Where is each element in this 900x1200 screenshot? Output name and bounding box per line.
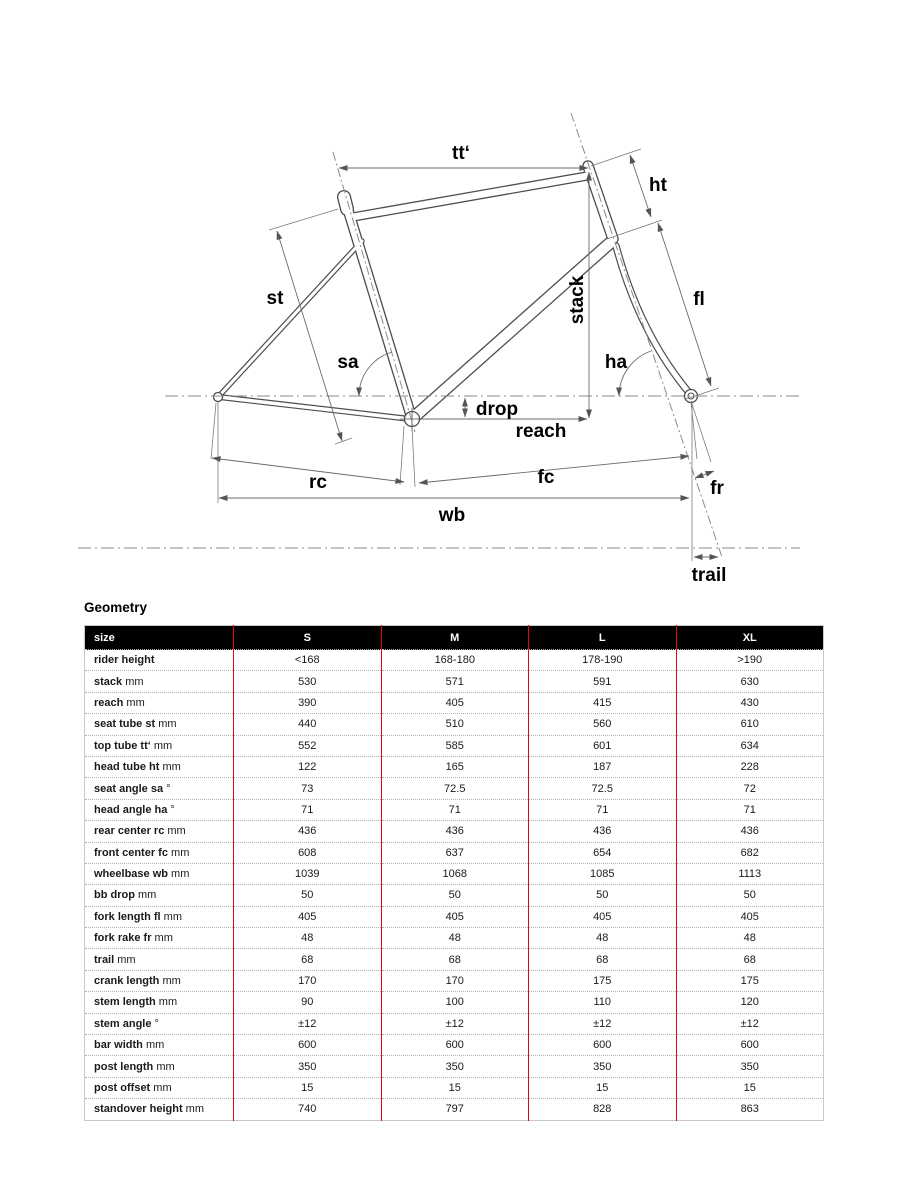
cell: 797 [381, 1099, 529, 1120]
table-row [85, 650, 824, 671]
row-label-name: trail [94, 953, 115, 966]
cell: 168-180 [381, 650, 529, 671]
cell: 71 [676, 799, 824, 820]
row-label-name: head angle ha [94, 803, 168, 816]
cell: 405 [234, 906, 382, 927]
cell: 175 [529, 970, 677, 991]
table-row [85, 756, 824, 777]
cell: 436 [381, 821, 529, 842]
cell: 560 [529, 714, 677, 735]
cell: >190 [676, 650, 824, 671]
label-tt: tt‘ [452, 143, 470, 164]
cell: 68 [381, 949, 529, 970]
cell: 68 [529, 949, 677, 970]
col-header-M: M [381, 626, 529, 650]
cell: 48 [381, 928, 529, 949]
row-label [85, 949, 234, 970]
cell: 50 [234, 885, 382, 906]
table-row [85, 928, 824, 949]
cell: 350 [381, 1056, 529, 1077]
row-label-unit: mm [160, 910, 182, 923]
row-label-name: stem length [94, 996, 156, 1009]
label-sa: sa [337, 352, 359, 373]
row-label [85, 1056, 234, 1077]
cell: 165 [381, 756, 529, 777]
cell: 71 [529, 799, 677, 820]
label-reach: reach [515, 421, 567, 442]
cell: 600 [234, 1035, 382, 1056]
table-row [85, 1013, 824, 1034]
row-label-name: seat angle sa [94, 782, 164, 795]
row-label-name: post length [94, 1060, 154, 1073]
cell: 68 [234, 949, 382, 970]
cell: 50 [529, 885, 677, 906]
row-label-name: bb drop [94, 889, 135, 902]
col-header-S: S [234, 626, 382, 650]
row-label-unit: mm [134, 889, 157, 902]
cell: 510 [381, 714, 529, 735]
cell: 436 [529, 821, 677, 842]
cell: 1113 [676, 863, 824, 884]
table-row [85, 1056, 824, 1077]
cell: 170 [234, 970, 382, 991]
row-label-name: fork length fl [94, 910, 161, 923]
row-label [85, 735, 234, 756]
table-row [85, 949, 824, 970]
row-label [85, 885, 234, 906]
section-title: Geometry [84, 600, 148, 615]
cell: 122 [234, 756, 382, 777]
cell: 740 [234, 1099, 382, 1120]
dim-fr [695, 471, 714, 478]
cell: 552 [234, 735, 382, 756]
row-label-unit: ° [151, 1017, 159, 1030]
cell: 601 [529, 735, 677, 756]
col-header-size: size [85, 626, 234, 650]
row-label-unit: ° [163, 782, 171, 795]
cell: 600 [676, 1035, 824, 1056]
row-label [85, 671, 234, 692]
cell: 350 [234, 1056, 382, 1077]
label-stack: stack [567, 275, 588, 325]
table-row [85, 821, 824, 842]
row-label-name: wheelbase wb [94, 868, 168, 881]
row-label-unit: mm [150, 1082, 172, 1094]
cell: 90 [234, 992, 382, 1013]
row-label-name: standover height [94, 1103, 183, 1116]
cell: 405 [381, 906, 529, 927]
row-label-unit: mm [164, 825, 186, 838]
row-label [85, 928, 234, 949]
row-label-unit: ° [167, 803, 175, 816]
header-row [85, 626, 824, 650]
row-label-name: seat tube st [94, 718, 156, 731]
cell: 72.5 [381, 778, 529, 799]
cell: 50 [381, 885, 529, 906]
cell: 591 [529, 671, 677, 692]
cell: 430 [676, 692, 824, 713]
cell: 1068 [381, 863, 529, 884]
cell: <168 [234, 650, 382, 671]
row-label [85, 842, 234, 863]
dimension-lines [212, 155, 718, 557]
row-label-unit: mm [114, 953, 136, 966]
label-st: st [266, 288, 284, 309]
cell: 634 [676, 735, 824, 756]
row-label-name: crank length [94, 975, 160, 988]
cell: 630 [676, 671, 824, 692]
row-label-name: head tube ht [94, 761, 160, 774]
cell: 828 [529, 1099, 677, 1120]
cell: 71 [381, 799, 529, 820]
cell: 178-190 [529, 650, 677, 671]
cell: 608 [234, 842, 382, 863]
label-fl: fl [693, 289, 705, 310]
table-row [85, 842, 824, 863]
row-label-unit: mm [150, 739, 173, 752]
cell: 571 [381, 671, 529, 692]
label-fc: fc [537, 467, 555, 488]
cell: ±12 [234, 1013, 382, 1034]
steering-axis [571, 113, 722, 557]
row-label [85, 650, 234, 671]
table-row [85, 906, 824, 927]
cell: 73 [234, 778, 382, 799]
cell: 120 [676, 992, 824, 1013]
table-row [85, 692, 824, 713]
label-trail: trail [691, 565, 727, 586]
cell: 610 [676, 714, 824, 735]
row-label-unit: mm [159, 761, 181, 774]
table-header [85, 626, 824, 650]
row-label [85, 756, 234, 777]
col-header-XL: XL [676, 626, 824, 650]
row-label-name: rear center rc [94, 825, 165, 838]
row-label-unit: mm [151, 932, 173, 945]
cell: 390 [234, 692, 382, 713]
cell: 585 [381, 735, 529, 756]
table-row [85, 1099, 824, 1120]
cell: 405 [381, 692, 529, 713]
table-row [85, 885, 824, 906]
geometry-table [84, 625, 824, 1121]
cell: 15 [529, 1077, 677, 1098]
row-label [85, 906, 234, 927]
row-label [85, 970, 234, 991]
cell: 48 [676, 928, 824, 949]
dim-ht [630, 155, 651, 217]
label-wb: wb [438, 505, 466, 526]
cell: 68 [676, 949, 824, 970]
label-rc: rc [309, 472, 327, 493]
table-row [85, 863, 824, 884]
cell: 405 [529, 906, 677, 927]
cell: 187 [529, 756, 677, 777]
row-label-name: stem angle [94, 1017, 152, 1030]
row-label-unit: mm [142, 1039, 165, 1052]
cell: 228 [676, 756, 824, 777]
row-label-unit: mm [182, 1103, 205, 1116]
cell: 600 [381, 1035, 529, 1056]
cell: 405 [676, 906, 824, 927]
table-row [85, 735, 824, 756]
cell: 637 [381, 842, 529, 863]
col-header-L: L [529, 626, 677, 650]
row-label [85, 799, 234, 820]
label-ht: ht [649, 175, 667, 196]
row-label-name: bar width [94, 1039, 143, 1052]
cell: 48 [234, 928, 382, 949]
cell: 1039 [234, 863, 382, 884]
row-label-name: stack [94, 675, 123, 688]
cell: 72.5 [529, 778, 677, 799]
row-label-unit: mm [155, 996, 178, 1009]
row-label-unit: mm [159, 975, 181, 988]
cell: 863 [676, 1099, 824, 1120]
cell: 170 [381, 970, 529, 991]
table-row [85, 970, 824, 991]
row-label [85, 863, 234, 884]
row-label-name: post offset [94, 1082, 151, 1094]
cell: 436 [676, 821, 824, 842]
table-row [85, 714, 824, 735]
cell: ±12 [381, 1013, 529, 1034]
label-fr: fr [710, 478, 724, 499]
cell: 436 [234, 821, 382, 842]
row-label-unit: mm [167, 846, 190, 859]
row-label-name: fork rake fr [94, 932, 152, 945]
cell: ±12 [676, 1013, 824, 1034]
cell: 175 [676, 970, 824, 991]
cell: 415 [529, 692, 677, 713]
row-label [85, 1013, 234, 1034]
cell: 440 [234, 714, 382, 735]
row-label [85, 1099, 234, 1120]
row-label [85, 1035, 234, 1056]
table-row [85, 671, 824, 692]
cell: 15 [234, 1077, 382, 1098]
label-drop: drop [475, 399, 519, 420]
bike-frame [214, 166, 698, 431]
cell: 48 [529, 928, 677, 949]
row-label-unit: mm [155, 718, 177, 731]
cell: 682 [676, 842, 824, 863]
row-label-name: top tube tt‘ [94, 739, 151, 752]
row-label [85, 992, 234, 1013]
cell: 50 [676, 885, 824, 906]
cell: 100 [381, 992, 529, 1013]
cell: 530 [234, 671, 382, 692]
dim-rc [212, 458, 404, 482]
row-label-unit: mm [122, 675, 144, 688]
cell: 350 [529, 1056, 677, 1077]
table-row [85, 799, 824, 820]
cell: 72 [676, 778, 824, 799]
table-body [85, 650, 824, 1121]
cell: 71 [234, 799, 382, 820]
cell: 1085 [529, 863, 677, 884]
cell: 15 [381, 1077, 529, 1098]
dim-sa-arc [359, 352, 392, 396]
row-label [85, 821, 234, 842]
row-label [85, 692, 234, 713]
rear-axle [214, 393, 223, 402]
cell: 350 [676, 1056, 824, 1077]
row-label [85, 1077, 234, 1098]
row-label-name: rider height [94, 654, 155, 667]
row-label-unit: mm [123, 696, 145, 709]
row-label-name: reach [94, 696, 124, 709]
cell: 600 [529, 1035, 677, 1056]
row-label [85, 714, 234, 735]
label-ha: ha [604, 352, 628, 373]
cell: 15 [676, 1077, 824, 1098]
row-label-unit: mm [153, 1060, 175, 1073]
row-label [85, 778, 234, 799]
row-label-name: front center fc [94, 846, 168, 859]
table-row [85, 1077, 824, 1098]
table-row [85, 778, 824, 799]
row-label-unit: mm [167, 868, 190, 881]
cell: 654 [529, 842, 677, 863]
geometry-diagram [0, 0, 900, 592]
cell: ±12 [529, 1013, 677, 1034]
table-row [85, 1035, 824, 1056]
table-row [85, 992, 824, 1013]
cell: 110 [529, 992, 677, 1013]
